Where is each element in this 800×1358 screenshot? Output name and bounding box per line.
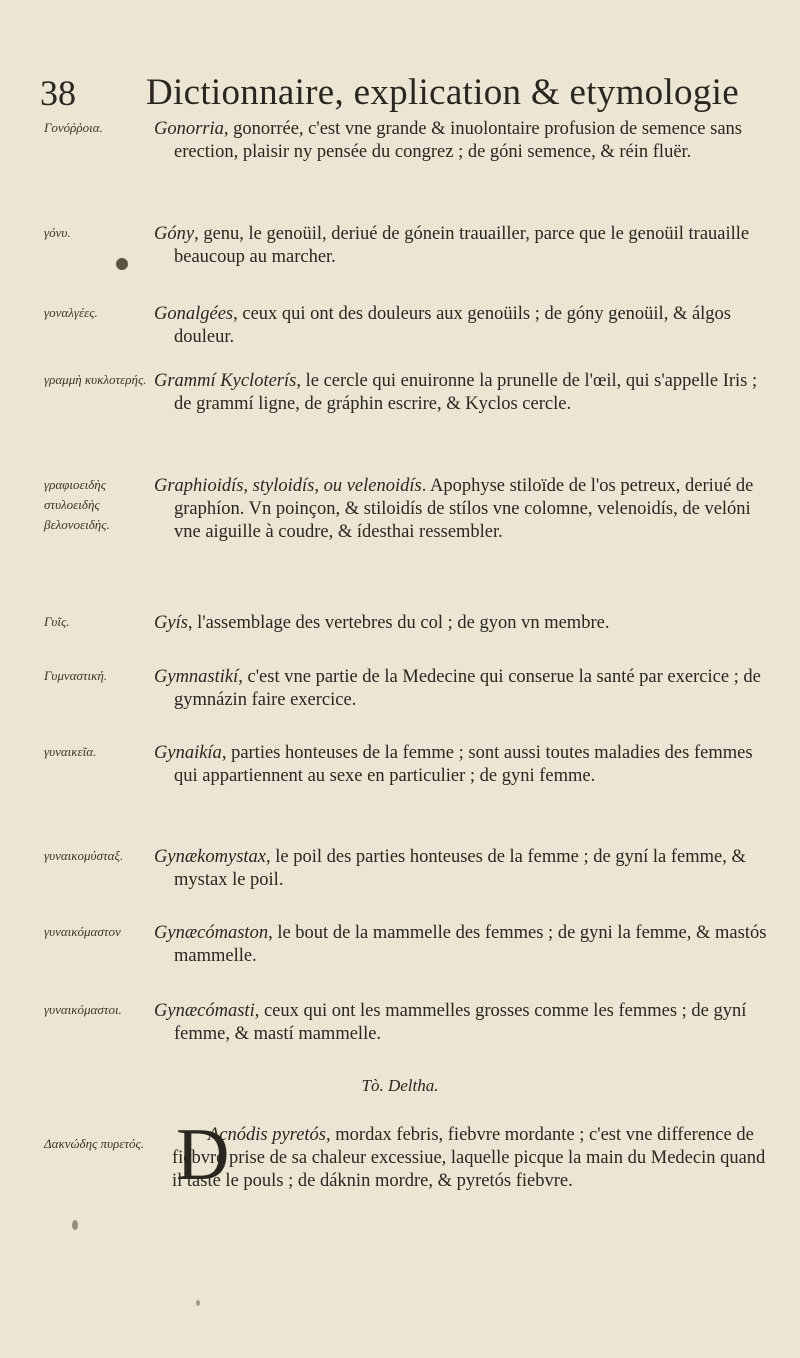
greek-term: γραμμὴ κυκλοτερής.: [44, 372, 147, 387]
definition-text: , l'assemblage des vertebres du col ; de gyon vn membre.: [187, 613, 610, 633]
headword: Gonalgées: [154, 304, 234, 324]
section-title: Tò. Deltha.: [361, 1076, 439, 1095]
headword: Gymnastikí: [154, 667, 239, 687]
ink-blot: [116, 258, 128, 270]
headword: Graphioidís, styloidís, ou velenoidís: [154, 476, 422, 496]
definition-text: , c'est vne partie de la Medecine qui conserue la santé par exercice ; de gymnázin faire exercice.: [174, 667, 761, 710]
page-number: 38: [40, 73, 76, 113]
entry-definition: [154, 742, 774, 788]
entry-definition: [154, 118, 774, 164]
greek-term: γοναλγέες.: [44, 305, 98, 320]
headword: Gynækomystax: [154, 847, 266, 867]
greek-term: γραφιοειδὴς στυλοειδὴς βελονοειδὴς.: [44, 477, 110, 532]
greek-term: γυναικεῖα.: [44, 744, 97, 759]
definition-text: , genu, le genoüil, deriué de gónein trauailler, parce que le genoüil trauaille beaucoup au marcher.: [174, 224, 750, 267]
greek-term: Δακνώδης πυρετός.: [44, 1136, 145, 1151]
greek-term: γυναικομύσταξ.: [44, 848, 124, 863]
entry-definition: [154, 846, 774, 892]
headword: Gynaikía: [154, 743, 222, 763]
ink-blot: [72, 1220, 78, 1230]
greek-term: Γυμναστική.: [44, 668, 108, 683]
headword: Gynæcómasti: [154, 1001, 255, 1021]
greek-term: γυναικόμαστοι.: [44, 1002, 122, 1017]
greek-term: Γονόῤῥοια.: [44, 120, 103, 135]
entry-definition: [154, 475, 774, 544]
definition-text: , le poil des parties honteuses de la femme ; de gyní la femme, & mystax le poil.: [174, 847, 746, 890]
headword: Grammí Kycloterís: [154, 371, 297, 391]
entry-definition: [154, 303, 774, 349]
greek-term: γυναικόμαστον: [44, 924, 121, 939]
headword: Gynæcómaston: [154, 923, 269, 943]
headword: Acnódis pyretós: [208, 1125, 327, 1145]
entry-definition: [154, 612, 774, 635]
definition-text: , ceux qui ont des douleurs aux genoüils ; de góny genoüil, & álgos douleur.: [174, 304, 732, 347]
running-title: Dictionnaire, explication & etymologie: [146, 72, 739, 113]
greek-term: Γυῖς.: [44, 614, 70, 629]
headword: Gyís: [154, 613, 188, 633]
entry-definition: [154, 922, 774, 968]
entry-definition: [154, 666, 774, 712]
page-header: [28, 70, 760, 120]
ink-blot: [196, 1300, 200, 1306]
headword: Gonorria: [154, 119, 224, 139]
definition-text: , ceux qui ont les mammelles grosses comme les femmes ; de gyní femme, & mastí mammelle.: [174, 1001, 747, 1044]
definition-text: , mordax febris, fiebvre mordante ; c'est vne difference de fiebvre prise de sa chaleur excessiue, laquelle picque la main du Medecin quand il taste le pouls ; de dáknin mordre, & pyretós fiebvre.: [172, 1125, 766, 1191]
entry-definition: [154, 370, 774, 416]
entry-definition: [154, 1000, 774, 1046]
greek-term: γόνυ.: [44, 225, 71, 240]
entry-definition: [172, 1124, 772, 1193]
definition-text: , parties honteuses de la femme ; sont aussi toutes maladies des femmes qui appartiennent au sexe en particulier ; de gyni femme.: [174, 743, 753, 786]
definition-text: , le cercle qui enuironne la prunelle de l'œil, qui s'appelle Iris ; de grammí ligne, de gráphin escrire, & Kyclos cercle.: [174, 371, 758, 414]
definition-text: , gonorrée, c'est vne grande & inuolontaire profusion de semence sans erection, plaisir ny pensée du congrez ; de góni semence, & réin fluër.: [174, 119, 742, 162]
drop-cap-letter: D: [176, 1114, 230, 1196]
headword: Góny: [154, 224, 195, 244]
definition-text: , le bout de la mammelle des femmes ; de gyni la femme, & mastós mammelle.: [174, 923, 767, 966]
definition-text: . Apophyse stiloïde de l'os petreux, deriué de graphíon. Vn poinçon, & stiloidís de stílos vne colomne, velenoidís, de velóni vne aiguille à coudre, & ídesthai ressembler.: [174, 476, 754, 542]
entry-definition: [154, 223, 774, 269]
